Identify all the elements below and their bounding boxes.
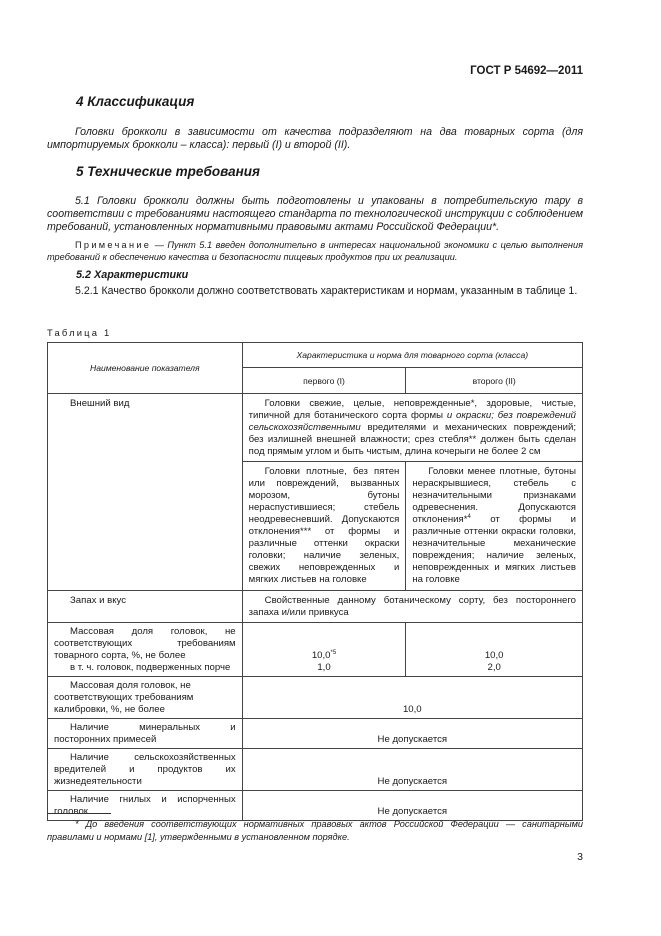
table-row — [48, 791, 583, 821]
row-appearance-first: Головки плотные, без пятен или повреждений, вызванных морозом, бутоны нераспустившиеся; стебель неодревесневший. Допускаются отклонения*** от формы и различные оттенки окраски головки; наличие зеленых, свежих неповрежденных и мягких листьев на головке — [242, 462, 406, 591]
footnote-divider — [47, 813, 111, 814]
section-5-title: 5 Технические требования — [76, 164, 260, 179]
header-characteristic-group: Характеристика и норма для товарного сорта (класса) — [242, 343, 582, 368]
row-pests-name: Наличие сельскохозяйственных вредителей и продуктов их жизнедеятельности — [48, 749, 243, 791]
row-grade-share-first — [242, 623, 406, 677]
note-text: — Пункт 5.1 введен дополнительно в интересах национальной экономики с целью выполнения требований к обеспечению качества и безопасности пищевых продуктов при их реализации. — [47, 240, 583, 262]
table-row — [48, 719, 583, 749]
header-grade-second: второго (II) — [406, 368, 583, 394]
paragraph-5-1: 5.1 Головки брокколи должны быть подготовлены и упакованы в потребительскую тару в соответствии с требованиями настоящего стандарта по технологической инструкции с соблюдением требований, установленных нормативными правовыми актами Российской Федерации*. — [47, 195, 583, 233]
subsection-5-2-title: 5.2 Характеристики — [76, 269, 189, 281]
second-text-sup: 4 — [467, 513, 471, 520]
table-row — [48, 623, 583, 677]
table-row — [48, 591, 583, 623]
row-mineral-name: Наличие минеральных и посторонних примесей — [48, 719, 243, 749]
section-4-title: 4 Классификация — [76, 94, 195, 109]
row-grade-share-second — [406, 623, 583, 677]
common-text-a: Головки свежие, целые, неповрежденные*, здоровые, чистые, типичной для ботанического сорта формы — [248, 398, 576, 421]
page-number: 3 — [577, 851, 583, 863]
row-pests-value: Не допускается — [242, 749, 582, 791]
grade-share-first-sup: *5 — [330, 649, 337, 656]
grade-share-first-subvalue: 1,0 — [317, 662, 331, 673]
row-calibration-name: Массовая доля головок, не соответствующих требованиям калибровки, %, не более — [48, 677, 243, 719]
row-rotten-name: Наличие гнилых и испорченных головок — [48, 791, 243, 821]
header-indicator-name: Наименование показателя — [48, 343, 243, 394]
row-calibration-value: 10,0 — [242, 677, 582, 719]
table-header-row — [48, 343, 583, 368]
document-number: ГОСТ Р 54692—2011 — [470, 65, 583, 77]
row-appearance-name: Внешний вид — [48, 394, 243, 591]
row-mineral-value: Не допускается — [242, 719, 582, 749]
table-caption: Таблица 1 — [47, 327, 112, 338]
second-text-b: от формы и различные оттенки окраски головки, незначительные механические повреждения; наличие зеленых, неповрежденных и мягких листьев на головке — [412, 514, 576, 585]
row-smell-name: Запах и вкус — [48, 591, 243, 623]
grade-share-first-value: 10,0 — [311, 650, 331, 661]
grade-share-label: Массовая доля головок, не соответствующих требованиям товарного сорта, %, не более — [54, 626, 236, 661]
row-grade-share-name — [48, 623, 243, 677]
row-rotten-value: Не допускается — [242, 791, 582, 821]
row-smell-value: Свойственные данному ботаническому сорту, без постороннего запаха и/или привкуса — [242, 591, 582, 623]
grade-share-sublabel: в т. ч. головок, подверженных порче — [70, 662, 231, 673]
table-row — [48, 677, 583, 719]
grade-share-second-subvalue: 2,0 — [487, 662, 501, 673]
common-text-b: и окраски; без повреждений сельскохозяйственными — [248, 410, 577, 433]
row-appearance-second — [406, 462, 583, 591]
header-grade-first: первого (I) — [242, 368, 406, 394]
characteristics-table — [47, 342, 583, 821]
common-text-c: вредителями и механических повреждений; без излишней внешней влажности; срез стебля** должен быть сделан под прямым углом и быть чистым, длина кочерыги не более 2 см — [248, 422, 576, 457]
section-4-text: Головки брокколи в зависимости от качества подразделяют на два товарных сорта (для импортируемых брокколи – класса): первый (I) и второй (II). — [47, 126, 583, 151]
note — [47, 239, 583, 263]
note-label: Примечание — [75, 240, 152, 250]
table-row — [48, 394, 583, 462]
footnote: * До введения соответствующих нормативных правовых актов Российской Федерации — санитарными правилами и нормами [1], утвержденными в установленном порядке. — [47, 819, 583, 842]
paragraph-5-2-1: 5.2.1 Качество брокколи должно соответствовать характеристикам и нормам, указанным в таблице 1. — [75, 285, 578, 297]
grade-share-second-value: 10,0 — [484, 650, 504, 661]
second-text-a: Головки менее плотные, бутоны нераскрывшиеся, стебель с незначительными признаками одревеснения. Допускаются отклонения* — [412, 466, 576, 525]
row-appearance-common — [242, 394, 582, 462]
table-row — [48, 749, 583, 791]
